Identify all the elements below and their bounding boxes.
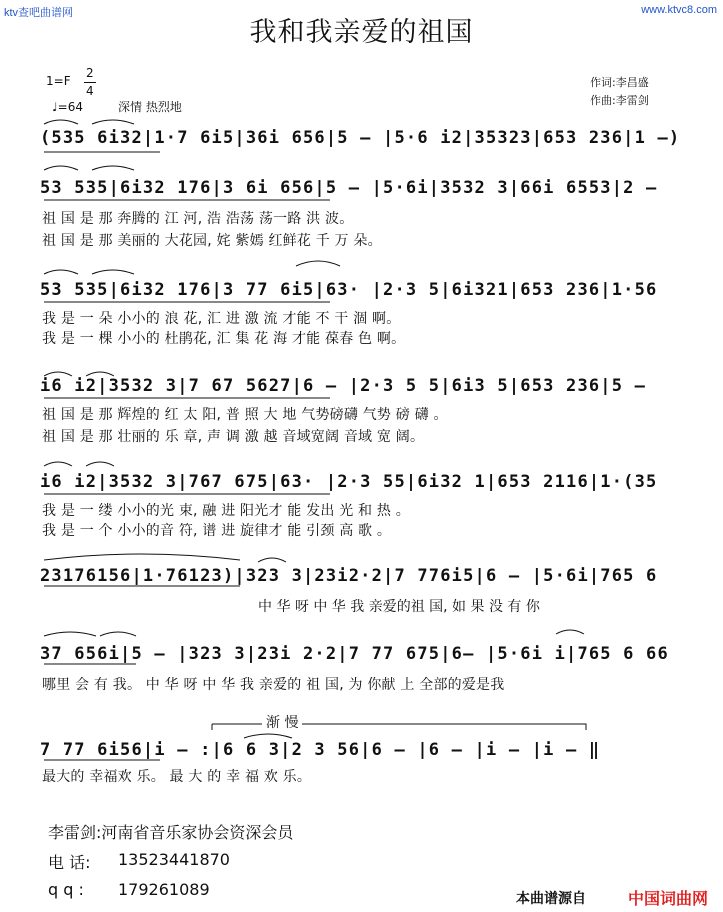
time-signature-bottom: 4 [86,84,94,98]
qq-label: q q : [48,880,84,899]
source-site-link[interactable]: 中国词曲网 [628,889,709,908]
notation-row-2: 53 535|6i32 176|3 6i 656|5 – |5·6i|3532 3|66i 6553|2 – [40,178,658,198]
notation-row-6: 23176156|1·76123)|323 3|23i2·2|7 776i5|6 – |5·6i|765 6 [40,566,658,586]
notation-row-8: 7 77 6i56|i – :|6 6 3|2 3 56|6 – |6 – |i – |i – ‖ [40,740,601,760]
expression-marking: 深情 热烈地 [118,100,182,114]
lyrics-row-2-verse-1: 祖 国 是 那 奔腾的 江 河, 浩 浩荡 荡一路 洪 波。 [42,211,354,227]
qq-number: 179261089 [118,880,210,899]
watermark-right: www.ktvc8.com [641,4,717,16]
phone-label: 电 话: [48,853,91,872]
lyrics-row-4-verse-1: 祖 国 是 那 辉煌的 红 太 阳, 普 照 大 地 气势磅礴 气势 磅 礴 。 [42,407,448,423]
key-signature: 1=F [46,74,71,88]
time-signature-top: 2 [86,66,94,80]
lyrics-row-8: 最大的 幸福欢 乐。 最 大 的 幸 福 欢 乐。 [42,769,312,785]
ritardando-label: 渐 慢 [262,712,302,732]
time-signature-bar [84,82,96,83]
lyrics-row-7: 哪里 会 有 我。 中 华 呀 中 华 我 亲爱的 祖 国, 为 你献 上 全部的爱是我 [42,677,505,693]
notation-row-4: i6 i2|3532 3|7 67 5627|6 – |2·3 5 5|6i3 5|653 236|5 – [40,376,647,396]
lyrics-row-4-verse-2: 祖 国 是 那 壮丽的 乐 章, 声 调 激 越 音域宽阔 音域 宽 阔。 [42,429,425,445]
lyrics-row-2-verse-2: 祖 国 是 那 美丽的 大花园, 姹 紫嫣 红鲜花 千 万 朵。 [42,233,382,249]
composer-credit: 作曲:李雷剑 [590,94,649,107]
phone-number: 13523441870 [118,850,230,869]
lyrics-row-3-verse-1: 我 是 一 朵 小小的 浪 花, 汇 进 激 流 才能 不 干 涸 啊。 [42,311,401,327]
source-label: 本曲谱源自 [516,891,586,907]
lyrics-row-6: 中 华 呀 中 华 我 亲爱的祖 国, 如 果 没 有 你 [258,599,540,615]
lyrics-row-5-verse-2: 我 是 一 个 小小的音 符, 谱 进 旋律才 能 引颈 高 歌 。 [42,523,392,539]
notation-row-1: (535 6i32|1·7 6i5|36i 656|5 – |5·6 i2|35323|653 236|1 –) [40,128,681,148]
lyrics-row-3-verse-2: 我 是 一 棵 小小的 杜鹃花, 汇 集 花 海 才能 葆春 色 啊。 [42,331,406,347]
author-info: 李雷剑:河南省音乐家协会资深会员 [48,823,294,842]
lyrics-row-5-verse-1: 我 是 一 缕 小小的光 束, 融 进 阳光才 能 发出 光 和 热 。 [42,503,410,519]
notation-row-5: i6 i2|3532 3|767 675|63· |2·3 55|6i32 1|653 2116|1·(35 [40,472,658,492]
tempo-marking: ♩=64 [52,100,83,114]
watermark-left: ktv查吧曲谱网 [4,7,74,19]
page-title: 我和我亲爱的祖国 [249,17,474,48]
notation-row-7: 37 656i|5 – |323 3|23i 2·2|7 77 675|6– |5·6i i|765 6 66 [40,644,669,664]
notation-row-3: 53 535|6i32 176|3 77 6i5|63· |2·3 5|6i321|653 236|1·56 [40,280,658,300]
lyricist-credit: 作词:李昌盛 [590,76,649,89]
